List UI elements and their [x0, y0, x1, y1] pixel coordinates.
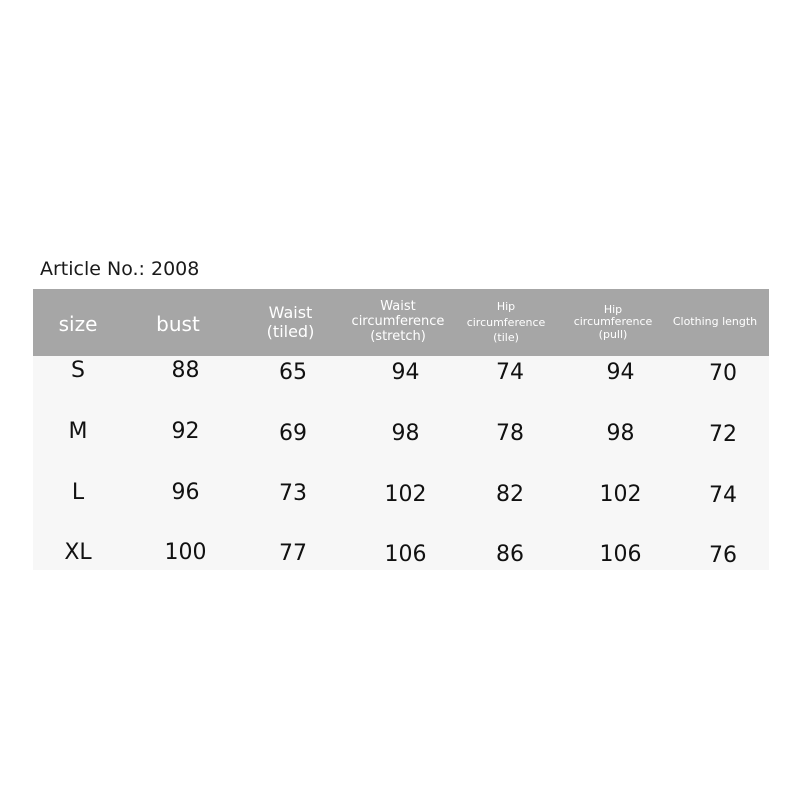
header-waist-circumference-stretch	[344, 289, 452, 356]
cell-size: M	[68, 419, 88, 444]
cell-waist-tiled: 69	[279, 421, 307, 446]
table-row	[33, 480, 769, 540]
header-line: (tile)	[493, 331, 519, 345]
cell-size: XL	[64, 540, 92, 565]
cell-size: L	[71, 480, 85, 505]
header-line: (pull)	[598, 327, 628, 341]
header-hip-circumference-pull	[564, 289, 662, 356]
header-line: size	[58, 312, 98, 336]
cell-bust: 96	[171, 480, 200, 505]
header-line: (stretch)	[370, 328, 426, 344]
cell-waist-stretch: 106	[384, 542, 427, 567]
table-row	[33, 540, 769, 600]
cell-clothing-length: 72	[709, 422, 737, 447]
cell-hip-pull: 102	[599, 482, 642, 507]
cell-size: S	[71, 358, 85, 383]
header-line: (tiled)	[266, 321, 315, 341]
header-waist-tiled	[248, 289, 333, 356]
header-line: Waist	[380, 299, 416, 315]
cell-bust: 100	[164, 540, 207, 565]
header-bust	[143, 289, 213, 358]
cell-hip-pull: 98	[606, 421, 635, 446]
cell-hip-tile: 74	[496, 360, 524, 385]
header-line: circumference	[351, 314, 445, 330]
header-hip-circumference-tile	[459, 289, 553, 356]
table-row	[33, 358, 769, 418]
cell-waist-stretch: 98	[391, 421, 420, 446]
cell-waist-tiled: 73	[279, 481, 307, 506]
cell-hip-pull: 106	[599, 542, 642, 567]
table-row	[33, 419, 769, 479]
cell-hip-tile: 78	[496, 421, 524, 446]
cell-clothing-length: 74	[709, 483, 737, 508]
size-table	[33, 289, 769, 570]
header-line: circumference	[466, 315, 546, 329]
header-line: Hip	[603, 302, 623, 316]
header-line: bust	[156, 312, 200, 336]
header-line: Waist	[268, 303, 313, 323]
article-number: Article No.: 2008	[40, 258, 200, 280]
cell-waist-tiled: 77	[279, 541, 307, 566]
cell-waist-tiled: 65	[279, 360, 307, 385]
header-line: Clothing length	[672, 315, 758, 329]
header-clothing-length	[665, 289, 765, 356]
cell-hip-tile: 86	[496, 542, 524, 567]
cell-bust: 88	[171, 358, 200, 383]
header-size	[43, 289, 113, 358]
header-line: circumference	[573, 315, 653, 329]
header-line: Hip	[496, 299, 516, 313]
table-header-row	[33, 289, 769, 356]
cell-clothing-length: 76	[709, 543, 737, 568]
cell-waist-stretch: 94	[391, 360, 420, 385]
cell-hip-pull: 94	[606, 360, 635, 385]
cell-waist-stretch: 102	[384, 482, 427, 507]
cell-bust: 92	[171, 419, 200, 444]
cell-clothing-length: 70	[709, 361, 737, 386]
cell-hip-tile: 82	[496, 482, 524, 507]
